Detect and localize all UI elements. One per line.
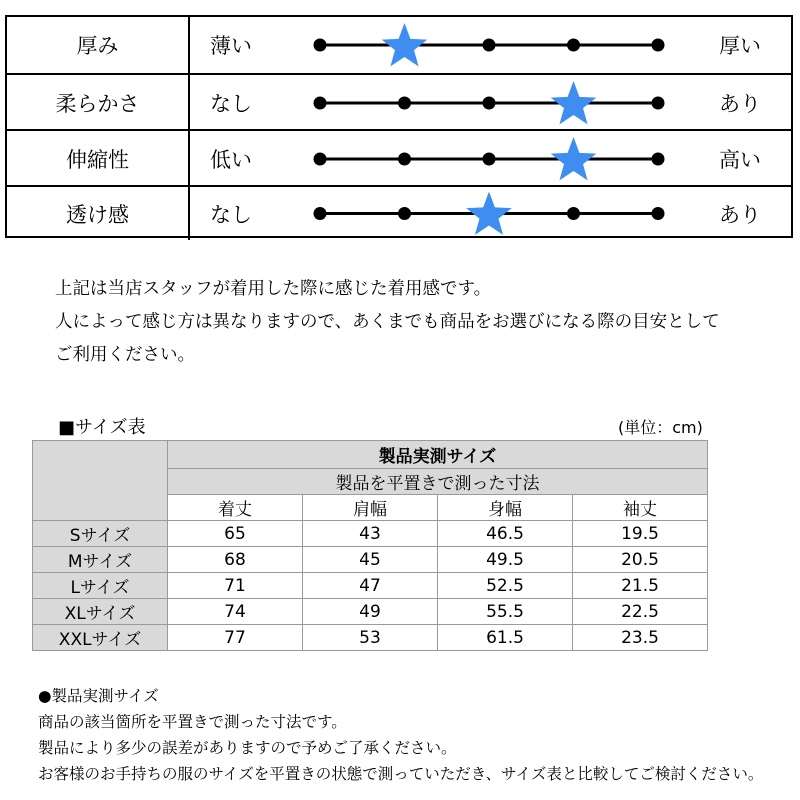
scale-point — [483, 97, 496, 110]
table-cell: 53 — [303, 625, 438, 651]
table-cell: 55.5 — [438, 599, 573, 625]
table-cell: 77 — [168, 625, 303, 651]
row-header: Sサイズ — [33, 521, 168, 547]
measurement-notes — [38, 683, 798, 787]
feel-scale-low-label: なし — [210, 202, 252, 227]
scale-point — [483, 153, 496, 166]
scale-point — [398, 207, 411, 220]
feel-scale-low-label: 薄い — [210, 34, 252, 58]
size-table-unit: (単位：cm) — [618, 418, 703, 437]
scale-point — [398, 153, 411, 166]
scale-point — [652, 39, 665, 52]
table-cell: 52.5 — [438, 573, 573, 599]
feel-scale-high-label: 厚い — [719, 34, 761, 58]
table-cell: 68 — [168, 547, 303, 573]
feel-label: 伸縮性 — [7, 131, 190, 187]
feel-scale-high-label: あり — [719, 92, 761, 116]
size-table — [32, 440, 708, 651]
table-row — [33, 599, 708, 625]
column-header: 着丈 — [168, 495, 303, 521]
feel-row-stretch — [7, 129, 791, 187]
scale-point — [567, 39, 580, 52]
scale-point — [652, 153, 665, 166]
rating-star-icon — [466, 192, 512, 235]
notes-line: 製品により多少の誤差がありますので予めご了承ください。 — [38, 739, 457, 757]
table-row — [33, 573, 708, 599]
note-line: 人によって感じ方は異なりますので、あくまでも商品をお選びになる際の目安として — [55, 312, 720, 332]
table-cell: 46.5 — [438, 521, 573, 547]
scale-point — [314, 97, 327, 110]
column-header: 身幅 — [438, 495, 573, 521]
table-cell: 45 — [303, 547, 438, 573]
note-line: ご利用ください。 — [55, 345, 195, 365]
feel-label: 厚み — [7, 17, 190, 73]
feel-scale — [304, 17, 674, 73]
rating-star-icon — [551, 81, 597, 124]
scale-point — [314, 207, 327, 220]
feel-label: 透け感 — [7, 187, 190, 240]
table-row — [33, 625, 708, 651]
row-header: XXLサイズ — [33, 625, 168, 651]
column-header: 袖丈 — [573, 495, 708, 521]
size-table-group-header: 製品実測サイズ — [168, 441, 708, 469]
table-cell: 65 — [168, 521, 303, 547]
table-row — [33, 521, 708, 547]
size-table-title: ■サイズ表 — [58, 417, 146, 438]
feel-scale-high-label: あり — [719, 202, 761, 227]
feel-scale — [304, 75, 674, 131]
feel-scale-high-label: 高い — [719, 148, 761, 172]
row-header: Mサイズ — [33, 547, 168, 573]
row-header: Lサイズ — [33, 573, 168, 599]
table-cell: 47 — [303, 573, 438, 599]
table-cell: 20.5 — [573, 547, 708, 573]
table-cell: 49.5 — [438, 547, 573, 573]
scale-point — [398, 97, 411, 110]
feel-row-thickness — [7, 17, 791, 73]
notes-line: 商品の該当箇所を平置きで測った寸法です。 — [38, 713, 347, 731]
table-row — [33, 547, 708, 573]
row-header: XLサイズ — [33, 599, 168, 625]
scale-point — [483, 39, 496, 52]
feel-rating-table — [5, 15, 793, 238]
table-cell: 19.5 — [573, 521, 708, 547]
table-cell: 43 — [303, 521, 438, 547]
size-table-corner — [33, 441, 168, 521]
rating-star-icon — [551, 137, 597, 180]
scale-point — [314, 153, 327, 166]
feel-note — [55, 273, 775, 372]
scale-point — [652, 97, 665, 110]
feel-row-softness — [7, 73, 791, 131]
table-cell: 61.5 — [438, 625, 573, 651]
feel-scale-low-label: 低い — [210, 148, 252, 172]
feel-scale — [304, 131, 674, 187]
note-line: 上記は当店スタッフが着用した際に感じた着用感です。 — [55, 279, 492, 299]
rating-star-icon — [382, 23, 428, 66]
feel-scale — [304, 187, 674, 240]
feel-row-transparency — [7, 185, 791, 240]
feel-scale-low-label: なし — [210, 92, 252, 116]
scale-point — [314, 39, 327, 52]
scale-point — [567, 207, 580, 220]
table-cell: 49 — [303, 599, 438, 625]
feel-label: 柔らかさ — [7, 75, 190, 131]
table-cell: 23.5 — [573, 625, 708, 651]
notes-heading: ●製品実測サイズ — [38, 687, 159, 705]
table-cell: 74 — [168, 599, 303, 625]
scale-point — [652, 207, 665, 220]
table-cell: 71 — [168, 573, 303, 599]
column-header: 肩幅 — [303, 495, 438, 521]
size-table-sub-header: 製品を平置きで測った寸法 — [168, 469, 708, 495]
table-cell: 21.5 — [573, 573, 708, 599]
notes-line: お客様のお手持ちの服のサイズを平置きの状態で測っていただき、サイズ表と比較してご検討ください。 — [38, 765, 764, 783]
table-cell: 22.5 — [573, 599, 708, 625]
